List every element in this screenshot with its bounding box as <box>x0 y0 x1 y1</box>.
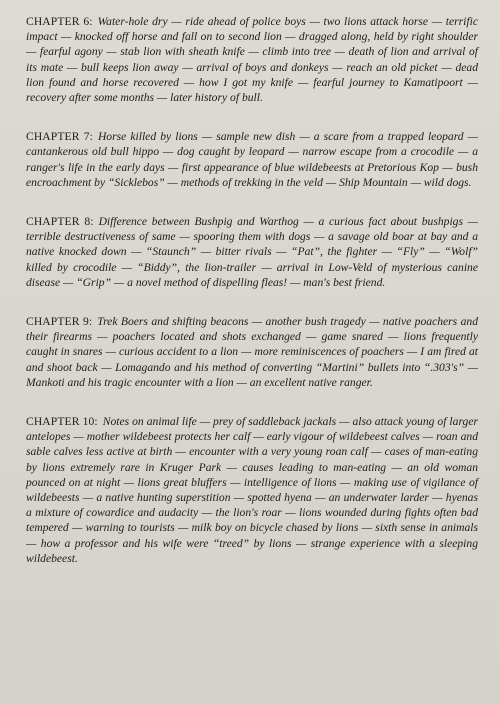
chapter-synopsis: Water-hole dry — ride ahead of police boys — two lions attack horse — terrific impact — knocked off horse and fall on to second lion — dragged along, held by right shoulder — fearful agony — stab lion with sheath knife — climb into tree — death of lion and arrival of its mate — bull keeps lion away — arrival of boys and donkeys — reach an old picket — dead lion found and horse recovered — how I got my knife — fearful journey to Kamatipoort — recovery after some months — later history of bull. <box>26 15 478 105</box>
chapter-synopsis: Difference between Bushpig and Warthog — a curious fact about bushpigs — terrible destructiveness of same — spooring them with dogs — a savage old boar at bay and a native knocked down — “Staunch” — bitter rivals — “Pat”, the fighter — “Fly” — “Wolf” killed by crocodile — “Biddy”, the lion-trailer — arrival in Low-Veld of mysterious canine disease — “Grip” — a novel method of dispelling fleas! — man's best friend. <box>26 215 478 289</box>
chapter-label: CHAPTER 6: <box>26 15 93 28</box>
chapter-9-summary <box>26 314 478 390</box>
chapter-6-summary <box>26 14 478 105</box>
chapter-8-summary <box>26 214 478 290</box>
chapter-label: CHAPTER 10: <box>26 415 98 429</box>
chapter-label: CHAPTER 9: <box>26 315 93 329</box>
chapter-10-summary <box>26 414 478 566</box>
chapter-synopsis: Horse killed by lions — sample new dish — a scare from a trapped leopard — cantankerous old bull hippo — dog caught by leopard — narrow escape from a crocodile — a ranger's life in the early days — first appearance of blue wildebeests at Pretorious Kop — bush encroachment by “Sicklebos” — methods of trekking in the veld — Ship Mountain — wild dogs. <box>26 130 478 189</box>
book-page <box>26 14 478 566</box>
chapter-label: CHAPTER 8: <box>26 215 94 229</box>
chapter-label: CHAPTER 7: <box>26 130 93 144</box>
chapter-synopsis: Notes on animal life — prey of saddleback jackals — also attack young of larger antelopes — mother wildebeest protects her calf — early vigour of wildebeest calves — roan and sable calves less active at birth — encounter with a very young roan calf — cases of man-eating by lions extremely rare in Kruger Park — causes leading to man-eating — an old woman pounced on at night — lions great bluffers — intelligence of lions — making use of vigilance of wildebeests — a native hunting superstition — spotted hyena — an underwater larder — hyenas a mixture of cowardice and audacity — the lion's roar — lions wounded during fights often bad tempered — warning to tourists — milk boy on bicycle chased by lions — sixth sense in animals — how a professor and his wife were “treed” by lions — strange experience with a sleeping wildebeest. <box>26 415 478 565</box>
chapter-7-summary <box>26 129 478 190</box>
chapter-synopsis: Trek Boers and shifting beacons — another bush tragedy — native poachers and their firearms — poachers located and shots exchanged — game snared — lions frequently caught in snares — curious accident to a lion — more reminiscences of poachers — I am fired at and shoot back — Lomagando and his method of converting “Martini” bullets into “.303's” — Mankoti and his tragic encounter with a lion — an excellent native ranger. <box>26 315 479 389</box>
